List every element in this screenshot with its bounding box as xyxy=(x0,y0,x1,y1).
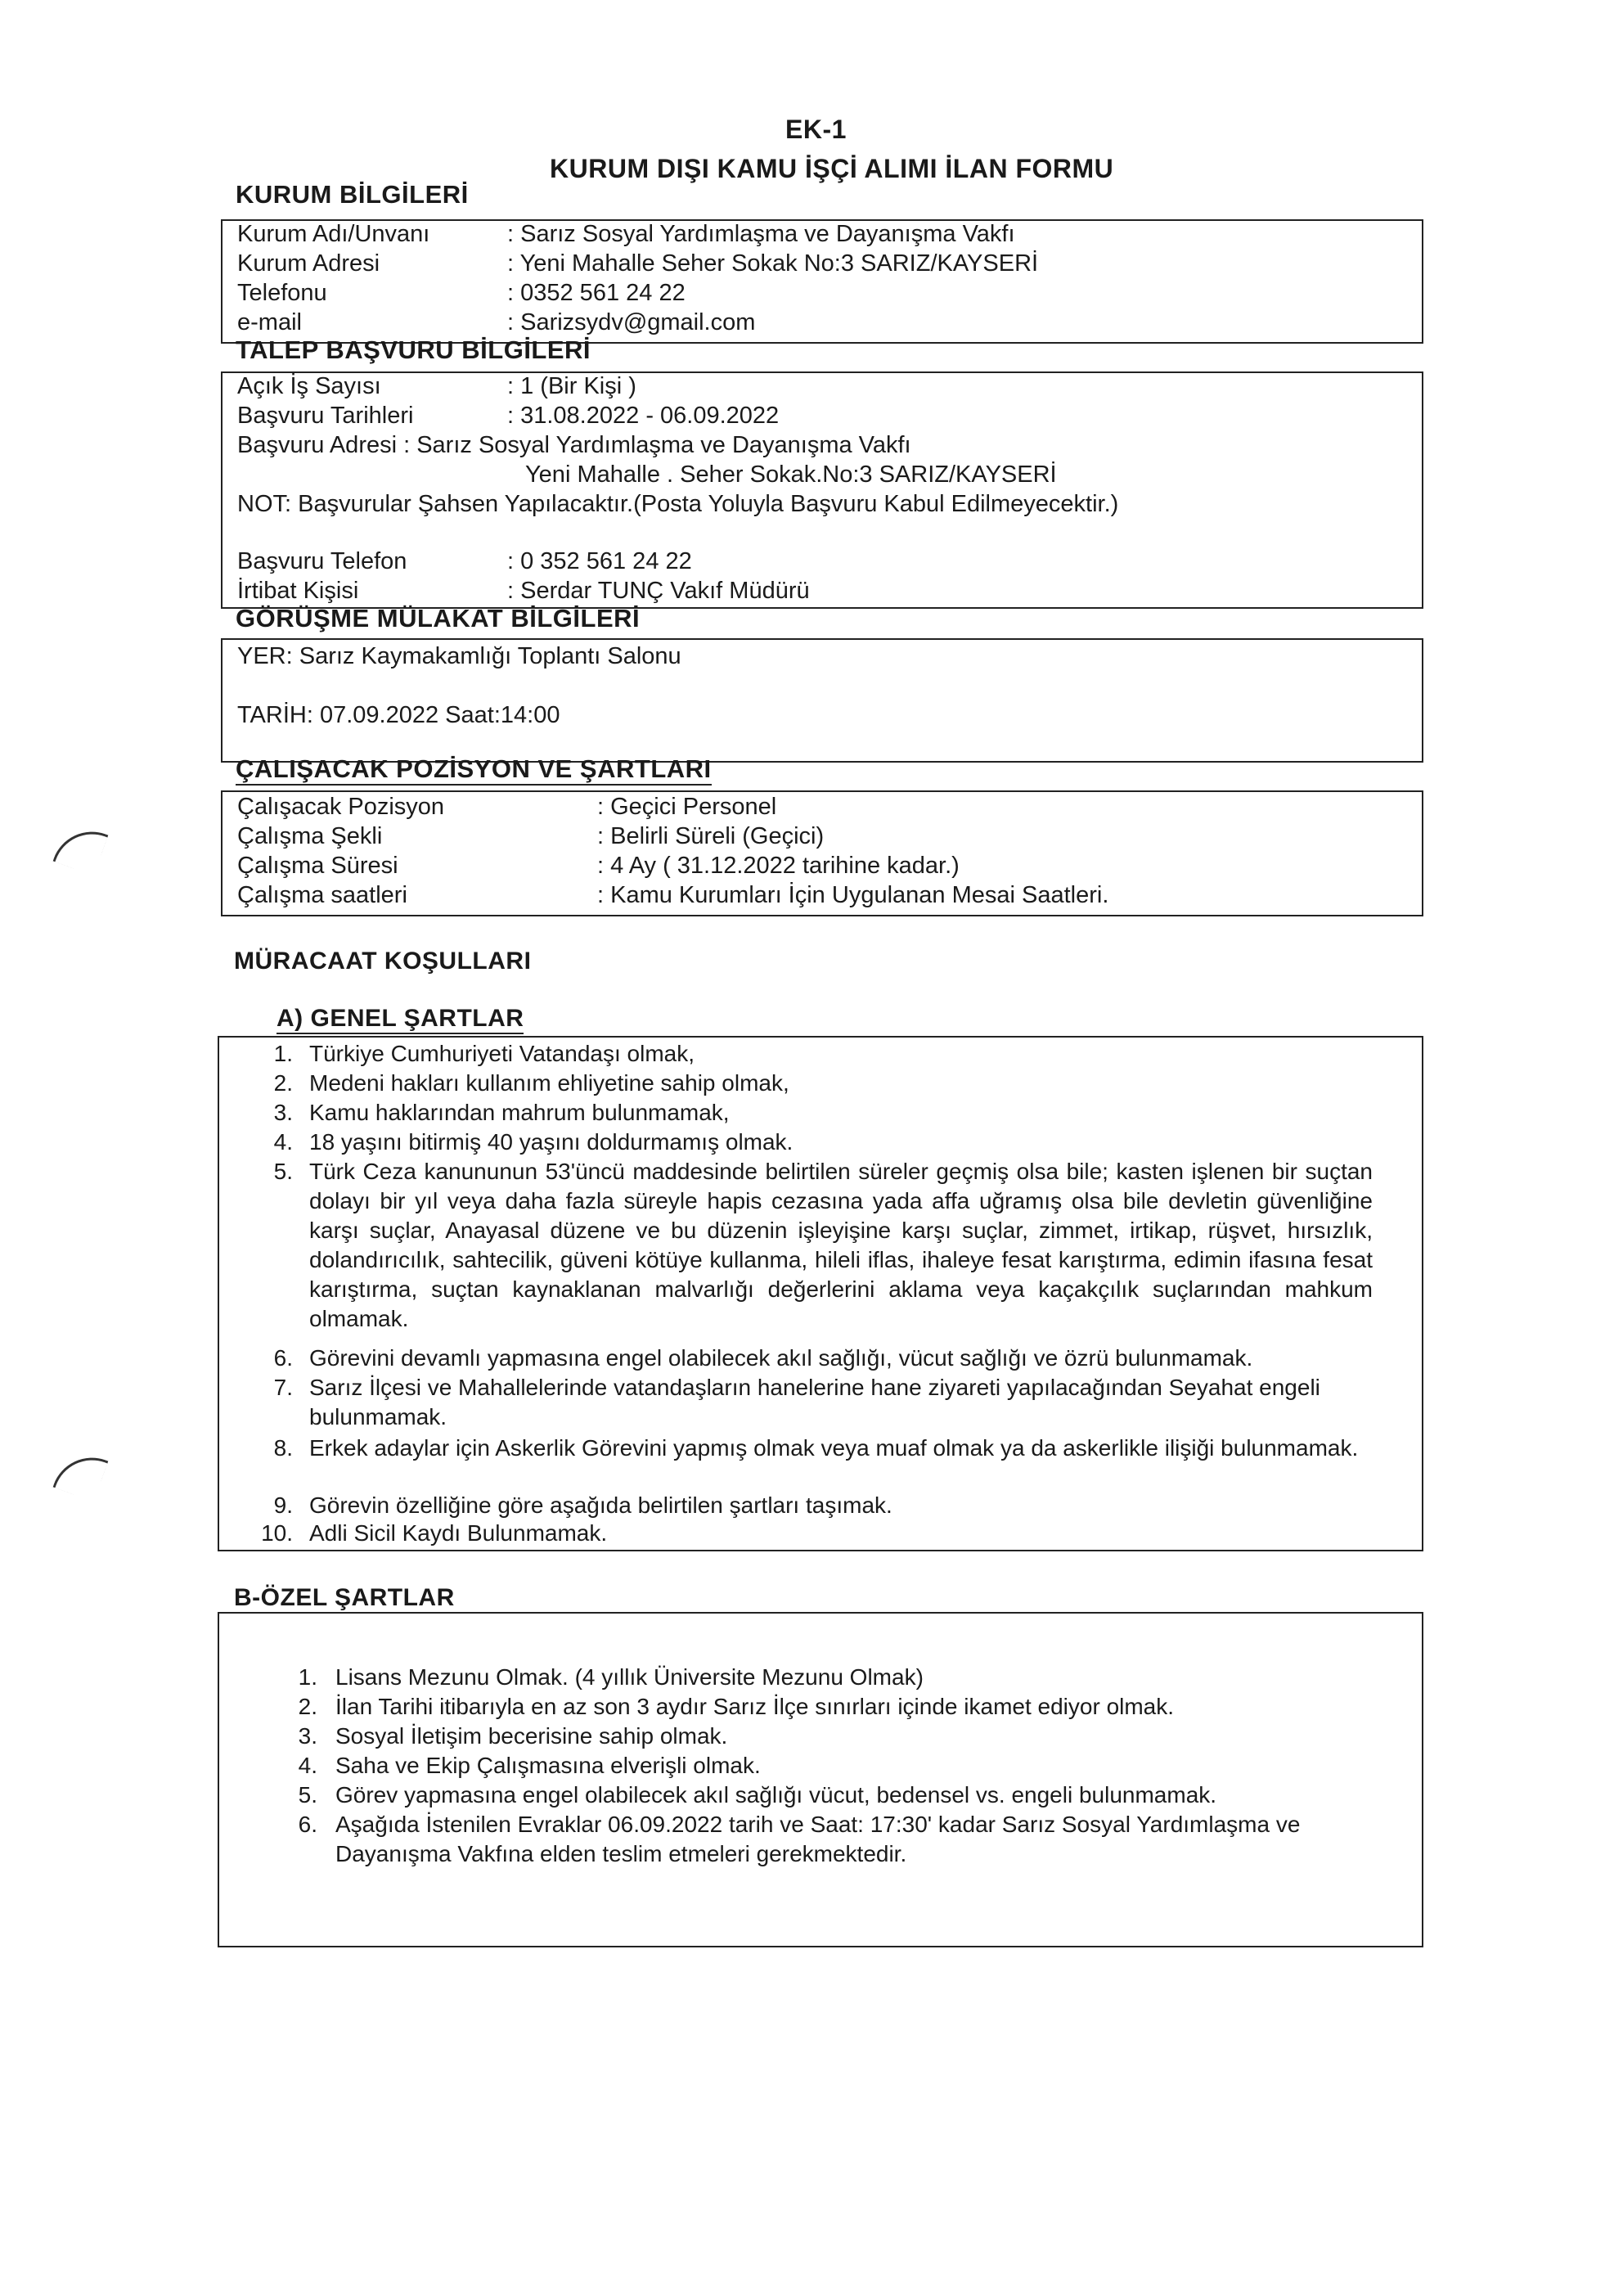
punch-hole-mark xyxy=(53,821,109,876)
field-value: : Sarız Sosyal Yardımlaşma ve Dayanışma Vakfı xyxy=(507,221,1015,247)
item-text: Görevin özelliğine göre aşağıda belirtilen şartları taşımak. xyxy=(309,1492,892,1518)
pozisyon-info-box xyxy=(221,790,1423,916)
item-number: 5. xyxy=(298,1782,317,1808)
field-value: : Kamu Kurumları İçin Uygulanan Mesai Saatleri. xyxy=(597,882,1109,908)
field-label: Kurum Adı/Unvanı xyxy=(237,221,430,247)
field-label: Telefonu xyxy=(237,280,327,306)
email-value: : Sarizsydv@gmail.com xyxy=(507,309,756,335)
item-text: Türk Ceza kanununun 53'üncü maddesinde belirtilen süreler geçmiş olsa bile; kasten işlenen bir suçtan dolayı bir yıl veya daha fazla süreyle hapis cezasına yada affa uğramış olsa bile devletin güvenliğine karşı suçlar, Anayasal düzene ve bu düzenin işleyişine karşı suçlar, zimmet, irtikap, rüşvet, hırsızlık, dolandırıcılık, sahtecilik, güveni kötüye kullanma, hileli iflas, ihaleye fesat karıştırma, edimin ifasına fesat karıştırma, suçtan kaynaklanan malvarlığı değerlerini aklama veya kaçakçılık suçlarından mahkum olmamak. xyxy=(309,1159,1373,1331)
item-number: 1. xyxy=(273,1041,293,1066)
field-label: e-mail xyxy=(237,309,302,335)
field-label: Çalışma Şekli xyxy=(237,823,383,849)
field-value: : Serdar TUNÇ Vakıf Müdürü xyxy=(507,578,810,604)
item-number: 6. xyxy=(273,1345,293,1371)
field-value: : Geçici Personel xyxy=(597,794,777,820)
item-number: 8. xyxy=(273,1435,293,1461)
section-heading-ozel: B-ÖZEL ŞARTLAR xyxy=(234,1584,455,1611)
subsection-heading-genel: A) GENEL ŞARTLAR xyxy=(276,1005,524,1034)
item-text: İlan Tarihi itibarıyla en az son 3 aydır Sarız İlçe sınırları içinde ikamet ediyor olmak. xyxy=(335,1694,1175,1719)
item-number: 10. xyxy=(261,1520,293,1546)
field-label: Başvuru Telefon xyxy=(237,548,407,574)
field-label: İrtibat Kişisi xyxy=(237,578,359,604)
item-text: Saha ve Ekip Çalışmasına elverişli olmak. xyxy=(335,1753,761,1778)
item-number: 2. xyxy=(298,1694,317,1719)
interview-location: YER: Sarız Kaymakamlığı Toplantı Salonu xyxy=(237,643,681,669)
section-heading-gorusme: GÖRÜŞME MÜLAKAT BİLGİLERİ xyxy=(236,604,641,633)
item-number: 3. xyxy=(273,1100,293,1125)
field-value: : 4 Ay ( 31.12.2022 tarihine kadar.) xyxy=(597,853,960,879)
application-address-line2: Yeni Mahalle . Seher Sokak.No:3 SARIZ/KAYSERİ xyxy=(525,461,1057,488)
item-text: Medeni hakları kullanım ehliyetine sahip olmak, xyxy=(309,1070,789,1096)
genel-sartlar-box xyxy=(218,1036,1423,1551)
list-item xyxy=(244,1373,1389,1432)
item-text: Görev yapmasına engel olabilecek akıl sağlığı vücut, bedensel vs. engeli bulunmamak. xyxy=(335,1782,1217,1808)
section-heading-talep: TALEP BAŞVURU BİLGİLERİ xyxy=(236,335,591,364)
list-item xyxy=(244,1157,1389,1334)
field-label: Kurum Adresi xyxy=(237,250,380,277)
section-heading-muracaat: MÜRACAAT KOŞULLARI xyxy=(234,948,532,975)
application-address: Başvuru Adresi : Sarız Sosyal Yardımlaşma ve Dayanışma Vakfı xyxy=(237,432,911,458)
kurum-info-box xyxy=(221,219,1423,344)
item-text: Erkek adaylar için Askerlik Görevini yapmış olmak veya muaf olmak ya da askerlikle ilişiği bulunmamak. xyxy=(309,1435,1359,1461)
field-label: Çalışacak Pozisyon xyxy=(237,794,445,820)
section-heading-pozisyon: ÇALIŞACAK POZİSYON VE ŞARTLARI xyxy=(236,754,712,786)
item-text: Sarız İlçesi ve Mahallelerinde vatandaşların hanelerine hane ziyareti yapılacağından Seyahat engeli bulunmamak. xyxy=(309,1375,1320,1429)
item-text: Aşağıda İstenilen Evraklar 06.09.2022 tarih ve Saat: 17:30' kadar Sarız Sosyal Yardımlaşma ve Dayanışma Vakfına elden teslim etmeleri gerekmektedir. xyxy=(335,1812,1301,1866)
ozel-sartlar-box xyxy=(218,1612,1423,1947)
section-heading-kurum: KURUM BİLGİLERİ xyxy=(236,180,469,209)
item-number: 3. xyxy=(298,1723,317,1749)
item-text: Lisans Mezunu Olmak. (4 yıllık Üniversite Mezunu Olmak) xyxy=(335,1664,924,1690)
field-label: Başvuru Tarihleri xyxy=(237,403,414,429)
field-label: Çalışma Süresi xyxy=(237,853,398,879)
interview-datetime: TARİH: 07.09.2022 Saat:14:00 xyxy=(237,702,560,728)
field-value: : Yeni Mahalle Seher Sokak No:3 SARIZ/KAYSERİ xyxy=(507,250,1039,277)
form-title: KURUM DIŞI KAMU İŞÇİ ALIMI İLAN FORMU xyxy=(550,154,1114,183)
field-value: : Belirli Süreli (Geçici) xyxy=(597,823,825,849)
item-text: Adli Sicil Kaydı Bulunmamak. xyxy=(309,1520,608,1546)
item-number: 1. xyxy=(298,1664,317,1690)
item-number: 4. xyxy=(273,1129,293,1155)
item-text: 18 yaşını bitirmiş 40 yaşını doldurmamış olmak. xyxy=(309,1129,794,1155)
punch-hole-mark xyxy=(53,1447,109,1502)
item-text: Kamu haklarından mahrum bulunmamak, xyxy=(309,1100,730,1125)
item-text: Sosyal İletişim becerisine sahip olmak. xyxy=(335,1723,728,1749)
item-number: 2. xyxy=(273,1070,293,1096)
field-label: Açık İş Sayısı xyxy=(237,373,381,399)
item-text: Görevini devamlı yapmasına engel olabilecek akıl sağlığı, vücut sağlığı ve özrü bulunmamak. xyxy=(309,1345,1253,1371)
item-number: 9. xyxy=(273,1492,293,1518)
talep-info-box xyxy=(221,371,1423,609)
item-number: 5. xyxy=(273,1159,293,1184)
list-item xyxy=(244,1810,1389,1869)
annex-label: EK-1 xyxy=(785,115,847,144)
list-item xyxy=(244,1434,1389,1492)
item-number: 7. xyxy=(273,1375,293,1400)
item-number: 4. xyxy=(298,1753,317,1778)
field-value: : 0 352 561 24 22 xyxy=(507,548,692,574)
field-value: : 0352 561 24 22 xyxy=(507,280,686,306)
field-value: : 31.08.2022 - 06.09.2022 xyxy=(507,403,780,429)
item-text: Türkiye Cumhuriyeti Vatandaşı olmak, xyxy=(309,1041,695,1066)
gorusme-info-box xyxy=(221,638,1423,763)
field-label: Çalışma saatleri xyxy=(237,882,407,908)
field-value: : 1 (Bir Kişi ) xyxy=(507,373,636,399)
application-note: NOT: Başvurular Şahsen Yapılacaktır.(Posta Yoluyla Başvuru Kabul Edilmeyecektir.) xyxy=(237,491,1119,517)
item-number: 6. xyxy=(298,1812,317,1837)
